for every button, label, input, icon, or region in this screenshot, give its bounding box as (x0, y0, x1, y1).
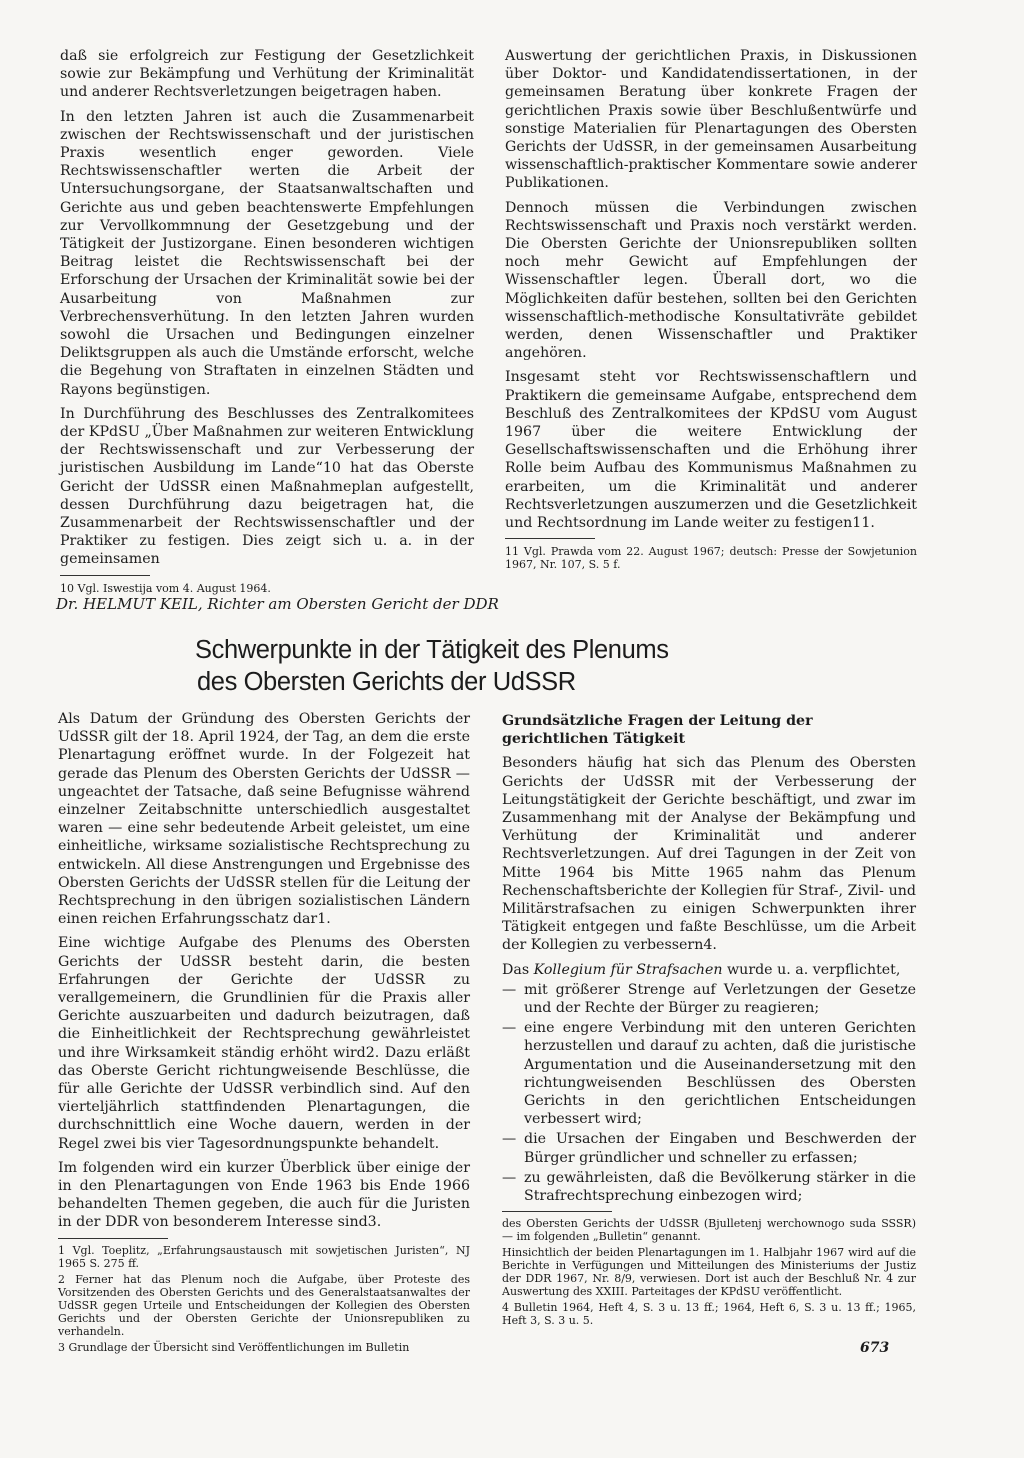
paragraph: Im folgenden wird ein kurzer Überblick über einige der in den Plenartagungen von Ende 1963 bis Ende 1966 behandelten Themen gegeben, die auch für die Juristen in der DDR von besonderem Interesse sind3. (58, 1159, 470, 1231)
dash-bullet: — (502, 1131, 517, 1148)
paragraph: Auswertung der gerichtlichen Praxis, in Diskussionen über Doktor- und Kandidatendissertationen, in der gemeinsamen Beratung über konkrete Fragen der gerichtlichen Praxis sowie über Beschlußentwürfe und sonstige Materialien für Plenartagungen des Obersten Gerichts der UdSSR, in der gemeinsamen Ausarbeitung wissenschaftlich-praktischer Kommentare sowie anderer Publikationen. (505, 48, 917, 192)
paragraph: In Durchführung des Beschlusses des Zentralkomitees der KPdSU „Über Maßnahmen zur weiteren Entwicklung der Rechtswissenschaft und zur Verbesserung der juristischen Ausbildung im Lande“10 hat das Oberste Gericht der UdSSR einen Maßnahmeplan aufgestellt, dessen Durchführung dazu beigetragen hat, die Zusammenarbeit der Rechtswissenschaftler und der Praktiker zu festigen. Dies zeigt sich u. a. in der gemeinsamen (60, 405, 474, 568)
footnote: 1 Vgl. Toeplitz, „Erfahrungsaustausch mit sowjetischen Juristen“, NJ 1965 S. 275 ff. (58, 1243, 470, 1270)
list-item-text: mit größerer Strenge auf Verletzungen der Gesetze und der Rechte der Bürger zu reagieren; (524, 981, 916, 1017)
section-heading: Grundsätzliche Fragen der Leitung der gerichtlichen Tätigkeit (502, 713, 813, 748)
list-item-text: die Ursachen der Eingaben und Beschwerden der Bürger gründlicher und schneller zu erfassen; (524, 1131, 916, 1166)
list-intro-italic: Kollegium für Strafsachen (533, 961, 723, 978)
dash-bullet: — (502, 1169, 517, 1186)
list-item-text: zu gewährleisten, daß die Bevölkerung stärker in die Strafrechtsprechung einbezogen wird; (524, 1169, 916, 1205)
footnote: 2 Ferner hat das Plenum noch die Aufgabe, über Proteste des Vorsitzenden des Obersten Gerichts und des Generalstaatsanwaltes der UdSSR gegen Urteile und Entscheidungen der Kollegien des Obersten Gerichts und der Obersten Gerichte der Unionsrepubliken zu verhandeln. (58, 1272, 470, 1338)
dash-bullet: — (502, 1020, 517, 1037)
article-right-column (502, 712, 916, 1330)
list-intro-text: wurde u. a. verpflichtet, (722, 961, 901, 978)
list-item-text: eine engere Verbindung mit den unteren Gerichten herzustellen und darauf zu achten, daß die juristische Argumentation und die Auseinandersetzung mit den richtungweisenden Beschlüssen des Obersten Gerichts in den gerichtlichen Entscheidungen verbessert wird; (524, 1020, 916, 1128)
list-item (502, 1130, 916, 1166)
footnote: Hinsichtlich der beiden Plenartagungen im 1. Halbjahr 1967 wird auf die Berichte in Verfügungen und Mitteilungen des Ministeriums der Justiz der DDR 1967, Nr. 8/9, verwiesen. Dort ist auch der Beschluß Nr. 4 zur Auswertung des XXIII. Parteitages der KPdSU veröffentlicht. (502, 1246, 916, 1299)
paragraph: Dennoch müssen die Verbindungen zwischen Rechtswissenschaft und Praxis noch verstärkt werden. Die Obersten Gerichte der Unionsrepubliken sollten noch mehr Gewicht auf Empfehlungen der Wissenschaftler legen. Überall dort, wo die Möglichkeiten dafür bestehen, sollten bei den Gerichten wissenschaftlich-methodische Konsultativräte gebildet werden, denen Wissenschaftler und Praktiker angehören. (505, 199, 917, 362)
paragraph: Eine wichtige Aufgabe des Plenums des Obersten Gerichts der UdSSR besteht darin, die besten Erfahrungen der Gerichte der UdSSR zu verallgemeinern, die Grundlinien für die Praxis aller Gerichte auszuarbeiten und dadurch beizutragen, daß die Einheitlichkeit der Rechtsprechung gewährleistet und ihre Wirksamkeit ständig erhöht wird2. Dazu erläßt das Oberste Gericht richtungweisende Beschlüsse, die für alle Gerichte der UdSSR verbindlich sind. Auf den vierteljährlich stattfindenden Plenartagungen, die durchschnittlich eine Woche dauern, werden in der Regel zwei bis vier Tagesordnungspunkte behandelt. (58, 935, 470, 1152)
paragraph: In den letzten Jahren ist auch die Zusammenarbeit zwischen der Rechtswissenschaft und der juristischen Praxis wesentlich enger geworden. Viele Rechtswissenschaftler werten die Arbeit der Untersuchungsorgane, der Staatsanwaltschaften und Gerichte aus und geben beachtenswerte Empfehlungen zur Vervollkommnung der Gesetzgebung und der Tätigkeit der Justizorgane. Einen besonderen wichtigen Beitrag leistet die Rechtswissenschaft bei der Erforschung der Ursachen der Kriminalität sowie bei der Ausarbeitung von Maßnahmen zur Verbrechensverhütung. In den letzten Jahren wurden sowohl die Ursachen und Bedingungen einzelner Deliktsgruppen als auch die Umstände erforscht, welche die Begehung von Straftaten in einzelnen Städten und Rayons begünstigen. (60, 108, 474, 398)
footnote-divider (502, 1211, 612, 1212)
page-number: 673 (860, 1340, 890, 1356)
footnote: 11 Vgl. Prawda vom 22. August 1967; deutsch: Presse der Sowjetunion 1967, Nr. 107, S. 5 f. (505, 545, 917, 572)
author-byline: Dr. HELMUT KEIL, Richter am Obersten Gericht der DDR (56, 595, 499, 613)
list-intro (502, 961, 916, 979)
paragraph: Insgesamt steht vor Rechtswissenschaftlern und Praktikern die gemeinsame Aufgabe, entsprechend dem Beschluß des Zentralkomitees der KPdSU vom August 1967 über die weitere Entwicklung der Gesellschaftswissenschaften und die Erhöhung ihrer Rolle beim Aufbau des Kommunismus Maßnahmen zu erarbeiten, um die Kriminalität und anderer Rechtsverletzungen auszumerzen und die Gesetzlichkeit und Rechtsordnung im Lande weiter zu festigen11. (505, 369, 917, 532)
paragraph: Als Datum der Gründung des Obersten Gerichts der UdSSR gilt der 18. April 1924, der Tag, an dem die erste Plenartagung eröffnet wurde. In der Folgezeit hat gerade das Plenum des Obersten Gerichts der UdSSR — ungeachtet der Tatsache, daß seine Befugnisse während einzelner Zeitabschnitte unterschiedlich ausgestaltet waren — eine sehr bedeutende Arbeit geleistet, um eine einheitliche, wirksame sozialistische Rechtsprechung zu entwickeln. All diese Anstrengungen und Ergebnisse des Obersten Gerichts der UdSSR stellen für die Leitung der Rechtsprechung in den übrigen sozialistischen Ländern einen reichen Erfahrungsschatz dar1. (58, 711, 470, 928)
article-left-column (58, 710, 470, 1357)
list-item (502, 981, 916, 1017)
article-title (195, 634, 795, 698)
dash-bullet: — (502, 981, 517, 998)
list-item (502, 1019, 916, 1128)
footnote-divider (60, 575, 150, 576)
paragraph: daß sie erfolgreich zur Festigung der Gesetzlichkeit sowie zur Bekämpfung und Verhütung der Kriminalität und anderer Rechtsverletzungen beigetragen haben. (60, 48, 474, 101)
title-line: des Obersten Gerichts der UdSSR (197, 668, 576, 696)
title-line: Schwerpunkte in der Tätigkeit des Plenums (195, 636, 669, 664)
footnote-divider (505, 538, 595, 539)
list-intro-text: Das (502, 961, 534, 978)
list-item (502, 1169, 916, 1205)
footnote: 3 Grundlage der Übersicht sind Veröffentlichungen im Bulletin (58, 1340, 410, 1354)
footnote: 10 Vgl. Iswestija vom 4. August 1964. (60, 581, 271, 595)
footnote: des Obersten Gerichts der UdSSR (Bjulletenj werchownogo suda SSSR) — im folgenden „Bulletin“ genannt. (502, 1217, 916, 1244)
paragraph: Besonders häufig hat sich das Plenum des Obersten Gerichts der UdSSR mit der Verbesserung der Leitungstätigkeit der Gerichte beschäftigt, und zwar im Zusammenhang mit der Analyse der Bekämpfung und Verhütung der Kriminalität und anderer Rechtsverletzungen. Auf drei Tagungen in der Zeit von Mitte 1964 bis Mitte 1965 nahm das Plenum Rechenschaftsberichte der Kollegien für Straf-, Zivil- und Militärstrafsachen zu einigen Schwerpunkten ihrer Tätigkeit entgegen und faßte Beschlüsse, um die Arbeit der Kollegien zu verbessern4. (502, 755, 916, 954)
footnote: 4 Bulletin 1964, Heft 4, S. 3 u. 13 ff.; 1964, Heft 6, S. 3 u. 13 ff.; 1965, Heft 3, S. 3 u. 5. (502, 1301, 916, 1328)
top-left-column (60, 47, 474, 598)
footnote-divider (58, 1238, 168, 1239)
top-right-column (505, 47, 917, 574)
